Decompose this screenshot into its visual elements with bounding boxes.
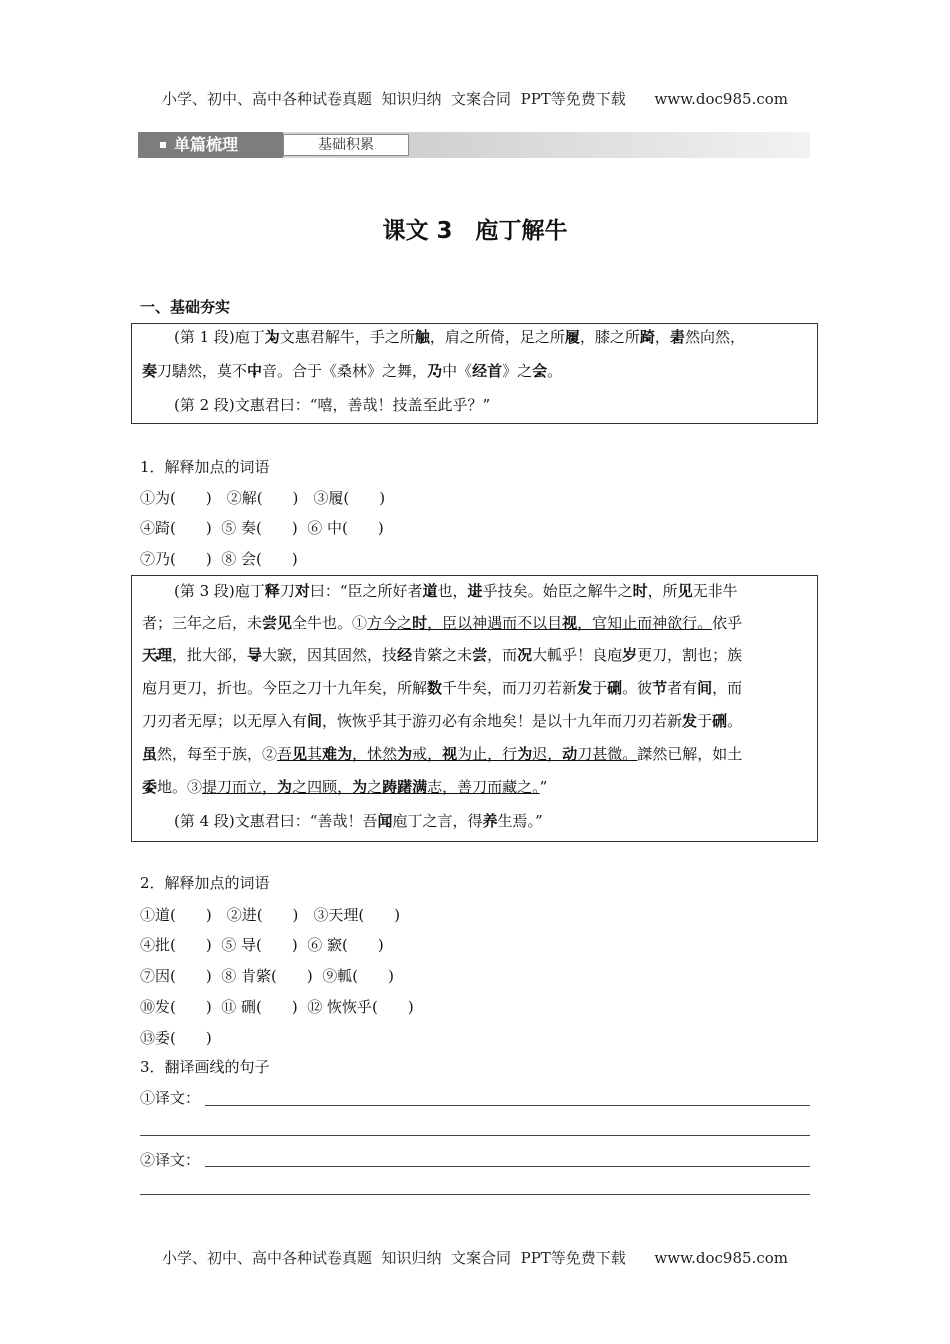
- passage-line: 天理 •，批大郤，导 •大窾，因其固然，技经肯綮之未尝，而况大軱乎！良庖岁更刀，割也；族: [142, 644, 742, 665]
- banner-right: 基础积累: [283, 134, 409, 156]
- question-row: ⑦因( ) ⑧ 肯綮( ) ⑨軱( ): [140, 967, 394, 985]
- question-title: 3．翻译画线的句子: [140, 1058, 270, 1076]
- question-row: ⑦乃( ) ⑧ 会( ): [140, 550, 298, 568]
- passage-box-2: [131, 575, 818, 842]
- answer-line[interactable]: [140, 1194, 810, 1195]
- passage-line: 庖月更刀，折也。今臣之刀十九年矣，所解数千牛矣，而刀刃若新发 •于硎 •。彼节者有间，而: [142, 677, 742, 698]
- page-title: 课文 3 庖丁解牛: [382, 218, 568, 244]
- passage-line: (第 2 段)文惠君曰：“嘻，善哉！技盖至此乎？”: [174, 396, 491, 414]
- question-row: ①道( ) ②进( ) ③天理( ): [140, 906, 401, 924]
- banner-left: [138, 132, 283, 158]
- question-row: ①为( ) ②解( ) ③履( ): [140, 489, 386, 507]
- question-title: 2．解释加点的词语: [140, 874, 270, 892]
- banner-left-label: 单篇梳理: [174, 135, 239, 154]
- answer-line[interactable]: [205, 1166, 810, 1167]
- passage-line: 虽然，每至于族，②吾见其难为，怵然为戒，视为止，行为迟，动刀甚微。謋然已解，如土: [142, 745, 743, 763]
- passage-line: (第 4 段)文惠君曰：“善哉！吾闻庖丁之言，得养生焉。”: [174, 812, 543, 830]
- answer-label-1: ①译文：: [140, 1089, 201, 1107]
- question-title: 1．解释加点的词语: [140, 458, 270, 476]
- passage-line: 者；三年之后，未尝见全牛也。①方今之时，臣以神遇而不以目视，官知止而神欲行。依乎: [142, 614, 743, 632]
- passage-line: 奏 •刀騞然，莫不中 •音。合于《桑林》之舞，乃 •中《经首》之会 •。: [142, 360, 562, 381]
- passage-line: 刀刃者无厚；以无厚入有间，恢恢乎其于游刃必有余地矣！是以十九年而刀刃若新发于硎。: [142, 712, 743, 730]
- answer-line[interactable]: [140, 1135, 810, 1136]
- page-footer: 小学、初中、高中各种试卷真题 知识归纳 文案合同 PPT等免费下载 www.doc985.com: [161, 1249, 788, 1267]
- passage-line: (第 1 段)庖丁为 •文惠君解牛，手之所触 •，肩之所倚，足之所履 •，膝之所踦 •，砉 •然向然，: [174, 326, 745, 347]
- passage-line: 委 •地。③提刀而立，为之四顾，为之踌躇满志，善刀而藏之。”: [142, 776, 547, 797]
- question-row: ④踦( ) ⑤ 奏( ) ⑥ 中( ): [140, 519, 384, 537]
- section-heading: 一、基础夯实: [140, 298, 231, 316]
- answer-label-2: ②译文：: [140, 1151, 201, 1169]
- page-header: 小学、初中、高中各种试卷真题 知识归纳 文案合同 PPT等免费下载 www.doc985.com: [161, 90, 788, 108]
- passage-line: (第 3 段)庖丁释刀对曰：“臣之所好者道 •也，进 •乎技矣。始臣之解牛之时，所见无非牛: [174, 580, 738, 601]
- square-icon: [160, 142, 166, 148]
- question-row: ⑬委( ): [140, 1029, 212, 1047]
- passage-box-1: [131, 323, 818, 424]
- question-row: ⑩发( ) ⑪ 硎( ) ⑫ 恢恢乎( ): [140, 998, 414, 1016]
- answer-line[interactable]: [205, 1105, 810, 1106]
- question-row: ④批( ) ⑤ 导( ) ⑥ 窾( ): [140, 936, 384, 954]
